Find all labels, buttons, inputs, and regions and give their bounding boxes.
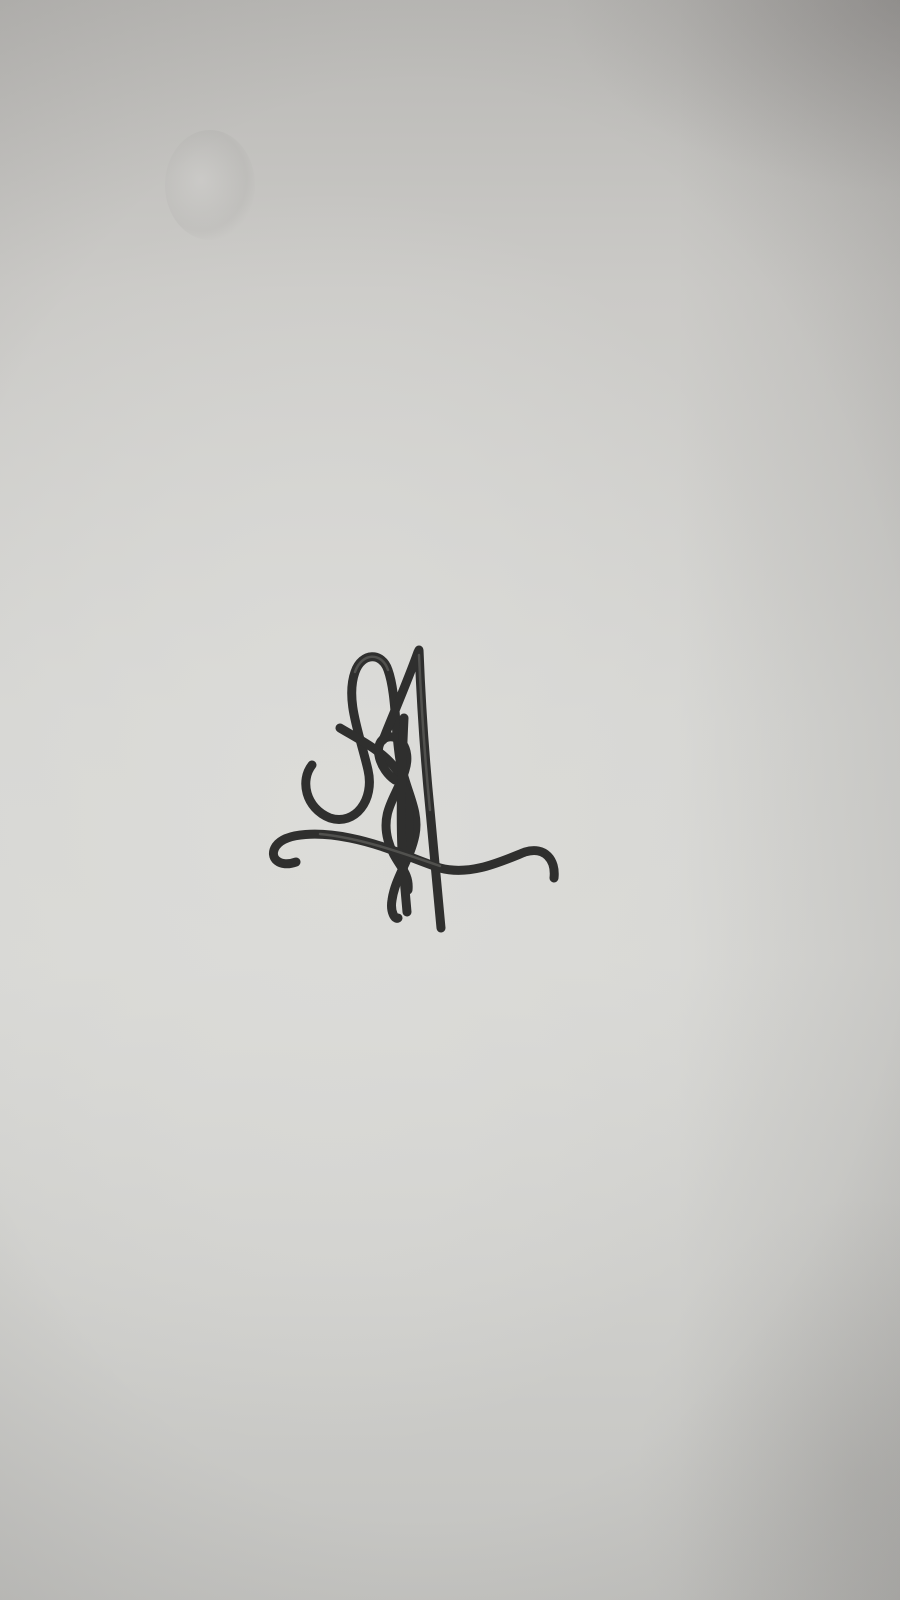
signature-strokes <box>273 650 554 928</box>
signature-stroke-vertical-right <box>419 650 441 928</box>
